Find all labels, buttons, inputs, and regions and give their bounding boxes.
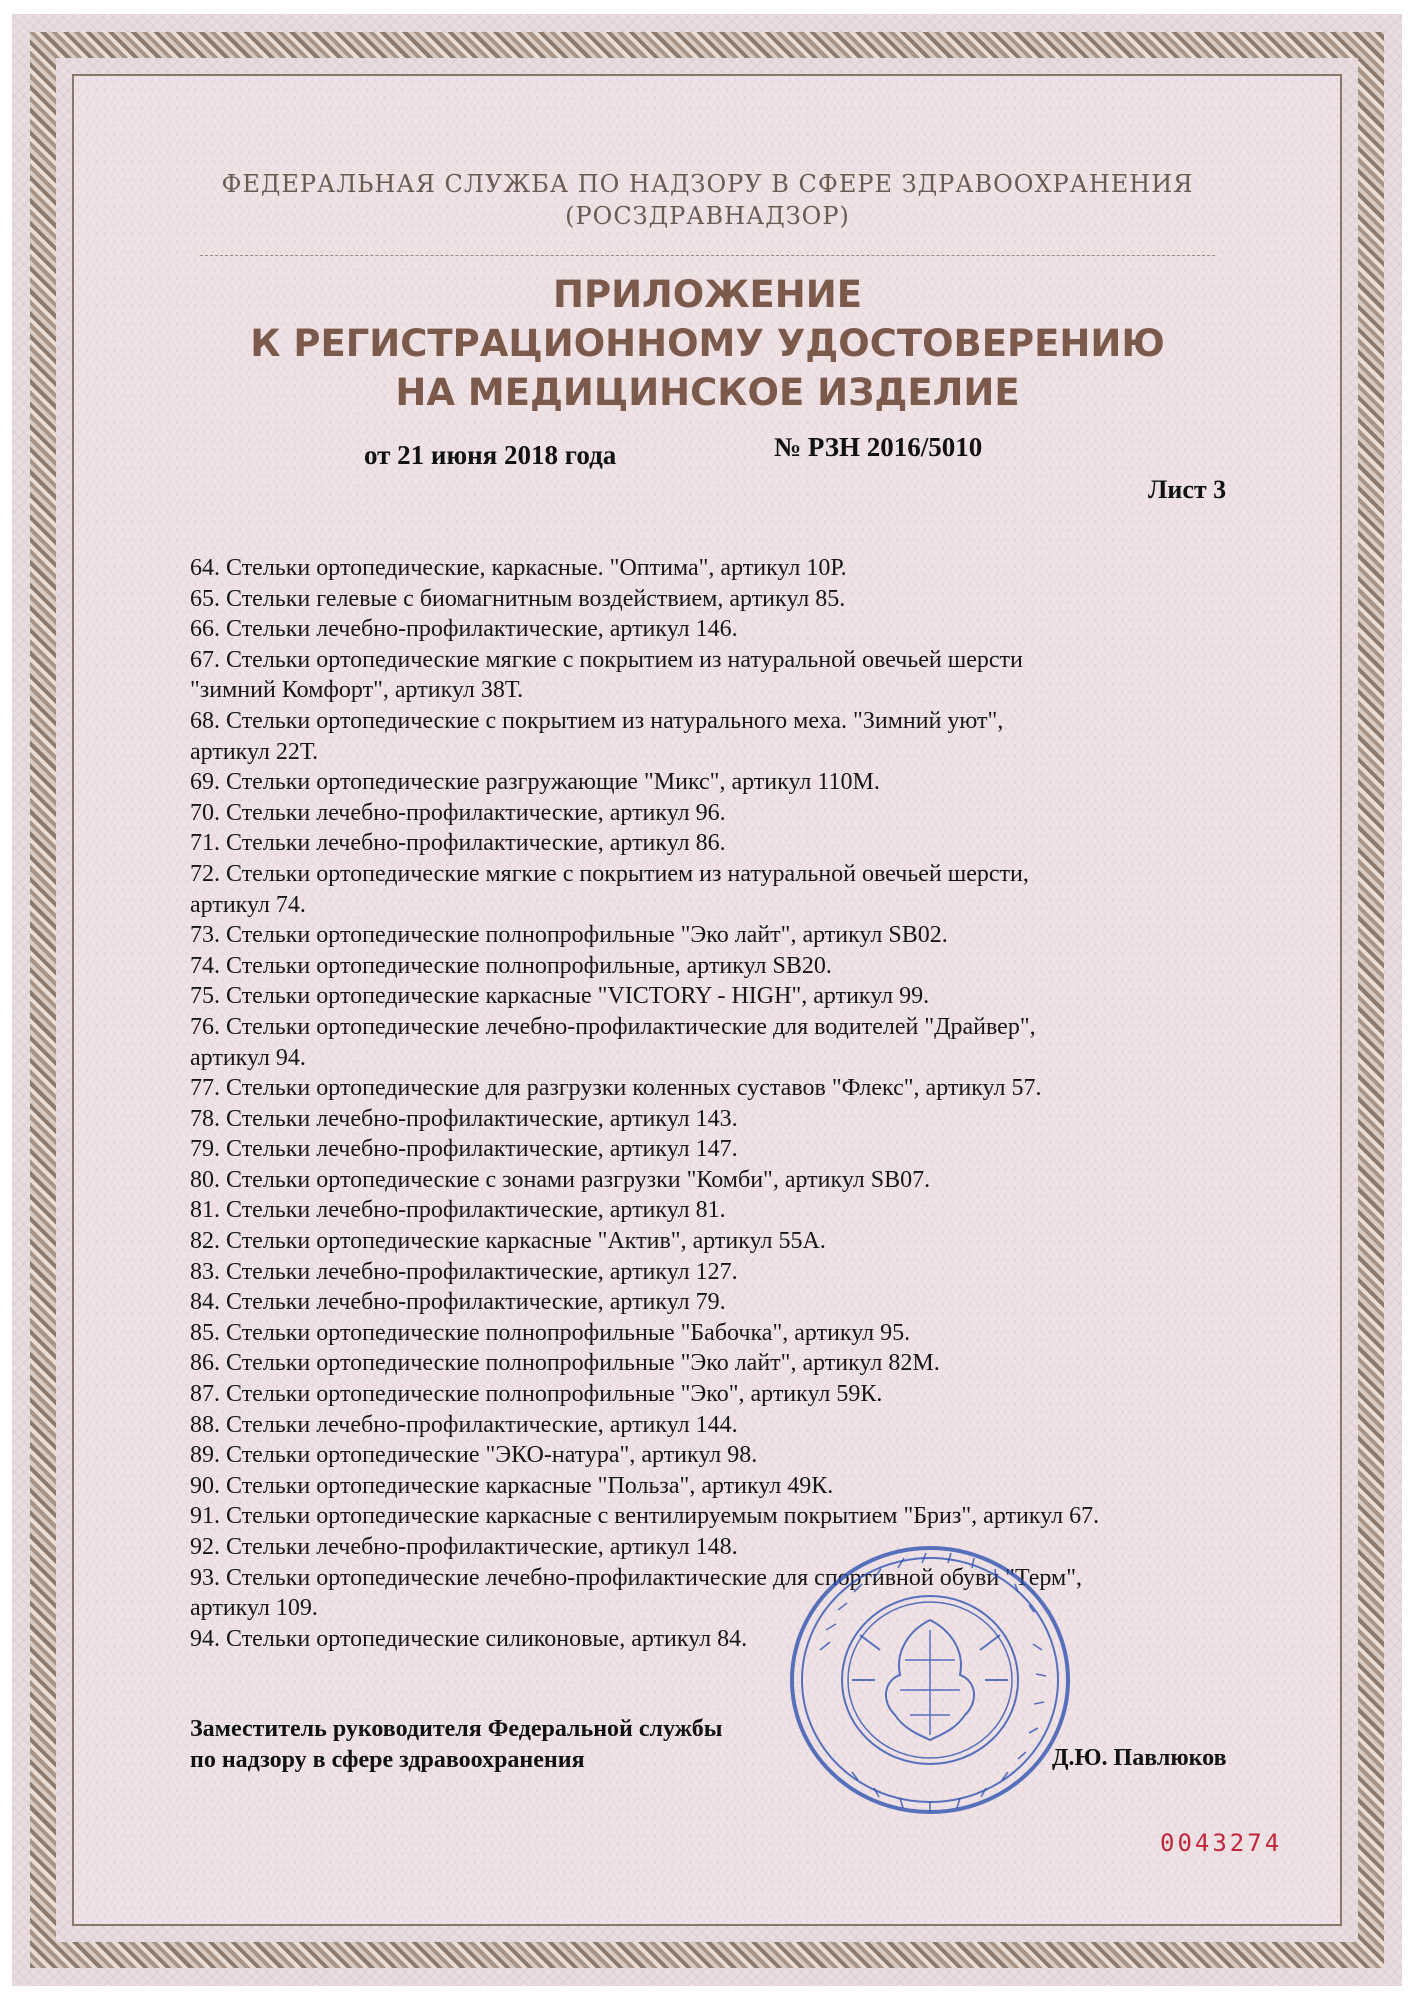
form-serial-number: 0043274 (1160, 1829, 1283, 1857)
list-item: артикул 74. (190, 891, 306, 918)
list-item: 77. Стельки ортопедические для разгрузки коленных суставов "Флекс", артикул 57. (190, 1075, 1042, 1102)
list-item: 90. Стельки ортопедические каркасные "Польза", артикул 49К. (190, 1472, 834, 1499)
signer-name: Д.Ю. Павлюков (1052, 1745, 1227, 1771)
device-list (190, 553, 1290, 1654)
list-item: 79. Стельки лечебно-профилактические, артикул 147. (190, 1136, 738, 1163)
list-item: 64. Стельки ортопедические, каркасные. "Оптима", артикул 10Р. (190, 555, 847, 581)
list-item: 80. Стельки ортопедические с зонами разгрузки "Комби", артикул SB07. (190, 1166, 931, 1193)
official-seal-stamp (780, 1530, 1080, 1830)
list-item: 84. Стельки лечебно-профилактические, артикул 79. (190, 1289, 726, 1316)
list-item: 71. Стельки лечебно-профилактические, артикул 86. (190, 830, 726, 857)
list-item: артикул 22Т. (190, 738, 319, 765)
list-item: 69. Стельки ортопедические разгружающие "Микс", артикул 110М. (190, 769, 880, 796)
agency-abbreviation: (РОСЗДРАВНАДЗОР) (565, 202, 850, 230)
title-line-3: НА МЕДИЦИНСКОЕ ИЗДЕЛИЕ (395, 371, 1020, 414)
list-item: 70. Стельки лечебно-профилактические, артикул 96. (190, 799, 726, 826)
list-item: артикул 109. (190, 1595, 318, 1622)
list-item: 72. Стельки ортопедические мягкие с покрытием из натуральной овечьей шерсти, (190, 860, 1029, 887)
list-item: 82. Стельки ортопедические каркасные "Актив", артикул 55А. (190, 1228, 826, 1255)
list-item: 76. Стельки ортопедические лечебно-профилактические для водителей "Драйвер", (190, 1013, 1036, 1040)
list-item: 75. Стельки ортопедические каркасные "VICTORY - HIGH", артикул 99. (190, 983, 930, 1010)
list-item: 85. Стельки ортопедические полнопрофильные "Бабочка", артикул 95. (190, 1319, 911, 1346)
document-title (0, 270, 1415, 417)
list-item: 78. Стельки лечебно-профилактические, артикул 143. (190, 1105, 738, 1132)
list-item: 73. Стельки ортопедические полнопрофильные "Эко лайт", артикул SB02. (190, 922, 948, 949)
list-item: 91. Стельки ортопедические каркасные с вентилируемым покрытием "Бриз", артикул 67. (190, 1503, 1100, 1530)
list-item: "зимний Комфорт", артикул 38Т. (190, 677, 524, 704)
list-item: 66. Стельки лечебно-профилактические, артикул 146. (190, 616, 738, 643)
list-item: 67. Стельки ортопедические мягкие с покрытием из натуральной овечьей шерсти (190, 646, 1023, 673)
list-item: 68. Стельки ортопедические с покрытием из натурального меха. "Зимний уют", (190, 707, 1004, 734)
list-item: 94. Стельки ортопедические силиконовые, артикул 84. (190, 1625, 748, 1652)
signer-title-line-1: Заместитель руководителя Федеральной службы (190, 1716, 723, 1742)
list-item: 65. Стельки гелевые с биомагнитным воздействием, артикул 85. (190, 585, 846, 612)
agency-name: ФЕДЕРАЛЬНАЯ СЛУЖБА ПО НАДЗОРУ В СФЕРЕ ЗДРАВООХРАНЕНИЯ (221, 170, 1194, 198)
list-item: 87. Стельки ортопедические полнопрофильные "Эко", артикул 59К. (190, 1381, 883, 1408)
registration-number: № РЗН 2016/5010 (774, 432, 983, 462)
list-item: 74. Стельки ортопедические полнопрофильные, артикул SB20. (190, 952, 832, 979)
list-item: 83. Стельки лечебно-профилактические, артикул 127. (190, 1258, 738, 1285)
issue-date: от 21 июня 2018 года (364, 440, 617, 470)
list-item: 81. Стельки лечебно-профилактические, артикул 81. (190, 1197, 726, 1224)
header-divider (200, 255, 1215, 256)
list-item: 86. Стельки ортопедические полнопрофильные "Эко лайт", артикул 82М. (190, 1350, 940, 1377)
list-item: 92. Стельки лечебно-профилактические, артикул 148. (190, 1534, 738, 1560)
signer-title-line-2: по надзору в сфере здравоохранения (190, 1747, 585, 1773)
list-item: 88. Стельки лечебно-профилактические, артикул 144. (190, 1411, 738, 1438)
sheet-number: Лист 3 (1148, 475, 1227, 504)
list-item: 93. Стельки ортопедические лечебно-профилактические для спортивной обуви "Терм", (190, 1564, 1082, 1591)
signer-block (190, 1714, 722, 1776)
list-item: артикул 94. (190, 1044, 306, 1071)
agency-header (0, 168, 1415, 232)
title-line-1: ПРИЛОЖЕНИЕ (552, 273, 862, 316)
list-item: 89. Стельки ортопедические "ЭКО-натура", артикул 98. (190, 1442, 758, 1469)
title-line-2: К РЕГИСТРАЦИОННОМУ УДОСТОВЕРЕНИЮ (250, 322, 1165, 365)
